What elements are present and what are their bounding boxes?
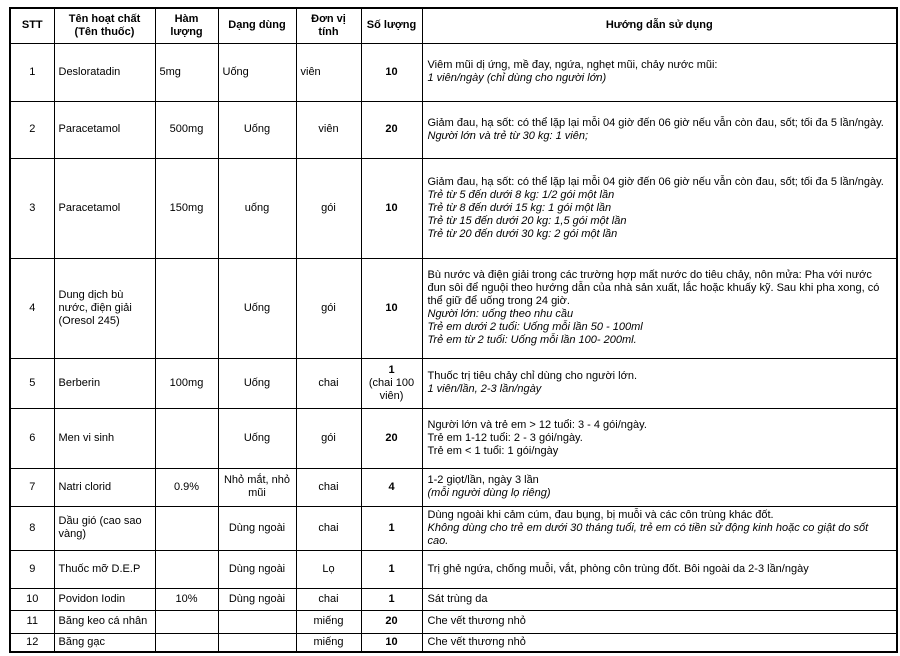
column-header-line: Hàm [174, 12, 199, 25]
cell-qty [361, 158, 422, 258]
column-header-name [54, 8, 155, 43]
cell-strength: 5mg [155, 43, 218, 101]
usage-line: Người lớn và trẻ em > 12 tuổi: 3 - 4 gói/ngày. [427, 418, 647, 431]
column-header-line: Dạng dùng [228, 19, 286, 32]
table-row [10, 468, 897, 506]
header-row [10, 8, 897, 43]
usage-line: Bù nước và điện giải trong các trường hợp mất nước do tiêu chảy, nôn mửa: Pha với nước đun sôi để nguội theo hướng dẫn của nhà sản xuất, lắc hoặc khuấy kỹ. Sau khi pha xong, có thể giữ để uống trong 24 giờ. [427, 269, 880, 307]
cell-usage [422, 633, 897, 652]
table-row [10, 358, 897, 408]
table-row [10, 101, 897, 158]
qty-value: 1 [388, 521, 395, 534]
cell-usage [422, 550, 897, 588]
cell-stt: 11 [10, 610, 54, 633]
column-header-route [218, 8, 296, 43]
usage-line: Che vết thương nhỏ [427, 635, 526, 648]
cell-route: Dùng ngoài [218, 588, 296, 610]
cell-stt: 12 [10, 633, 54, 652]
cell-name: Dung dịch bù nước, điện giải (Oresol 245) [54, 258, 155, 358]
usage-line: Không dùng cho trẻ em dưới 30 tháng tuổi, trẻ em có tiền sử động kinh hoặc co giật do sốt cao. [427, 521, 869, 547]
usage-line: Thuốc trị tiêu chảy chỉ dùng cho người lớn. [427, 370, 638, 382]
table-row [10, 588, 897, 610]
qty-value: 1 [388, 363, 395, 376]
cell-strength: 100mg [155, 358, 218, 408]
usage-line: Sát trùng da [427, 592, 488, 605]
cell-qty [361, 101, 422, 158]
column-header-unit [296, 8, 361, 43]
cell-usage [422, 468, 897, 506]
table-row [10, 258, 897, 358]
column-header-line: Hướng dẫn sử dụng [605, 19, 713, 32]
usage-line: Người lớn: uống theo nhu cầu [427, 308, 574, 320]
column-header-line: tính [318, 25, 339, 38]
cell-name: Băng gạc [54, 633, 155, 652]
cell-unit: chai [296, 588, 361, 610]
column-header-qty [361, 8, 422, 43]
cell-name: Natri clorid [54, 468, 155, 506]
cell-name: Men vi sinh [54, 408, 155, 468]
cell-stt: 5 [10, 358, 54, 408]
cell-strength: 500mg [155, 101, 218, 158]
table-row [10, 610, 897, 633]
table-row [10, 43, 897, 101]
cell-strength [155, 408, 218, 468]
cell-qty [361, 468, 422, 506]
usage-line: Trẻ từ 5 đến dưới 8 kg: 1/2 gói một lần [427, 188, 615, 201]
cell-usage [422, 258, 897, 358]
qty-value: 1 [388, 592, 395, 605]
cell-qty [361, 506, 422, 550]
cell-usage [422, 588, 897, 610]
table-row [10, 158, 897, 258]
cell-name: Paracetamol [54, 158, 155, 258]
qty-value: 20 [385, 123, 398, 135]
usage-line: Giảm đau, hạ sốt: có thể lặp lại mỗi 04 giờ đến 06 giờ nếu vẫn còn đau, sốt; tối đa 5 lần/ngày. [427, 116, 884, 129]
cell-name: Thuốc mỡ D.E.P [54, 550, 155, 588]
cell-unit: viên [296, 43, 361, 101]
medicine-table [9, 7, 898, 653]
cell-qty [361, 588, 422, 610]
column-header-stt [10, 8, 54, 43]
usage-line: Trẻ từ 8 đến dưới 15 kg: 1 gói một lần [427, 201, 612, 214]
usage-line: 1-2 giọt/lần, ngày 3 lần [427, 474, 539, 486]
cell-strength: 150mg [155, 158, 218, 258]
cell-qty [361, 610, 422, 633]
cell-usage [422, 506, 897, 550]
column-header-usage [422, 8, 897, 43]
cell-qty [361, 550, 422, 588]
column-header-strength [155, 8, 218, 43]
qty-value: 20 [385, 615, 398, 627]
usage-line: Giảm đau, hạ sốt: có thể lặp lại mỗi 04 giờ đến 06 giờ nếu vẫn còn đau, sốt; tối đa 5 lần/ngày. [427, 175, 884, 188]
cell-strength [155, 633, 218, 652]
cell-stt: 7 [10, 468, 54, 506]
cell-unit: miếng [296, 610, 361, 633]
column-header-line: Đơn vị [311, 12, 346, 25]
usage-line: Trẻ từ 15 đến dưới 20 kg: 1,5 gói một lần [427, 214, 627, 227]
cell-stt: 6 [10, 408, 54, 468]
cell-qty [361, 633, 422, 652]
usage-line: (mỗi người dùng lọ riêng) [427, 487, 551, 499]
cell-usage [422, 43, 897, 101]
cell-stt: 8 [10, 506, 54, 550]
cell-usage [422, 158, 897, 258]
column-header-line: STT [21, 19, 43, 32]
cell-name: Paracetamol [54, 101, 155, 158]
cell-stt: 9 [10, 550, 54, 588]
cell-route: Uống [218, 358, 296, 408]
cell-route [218, 633, 296, 652]
cell-unit: gói [296, 258, 361, 358]
qty-value: 10 [385, 201, 398, 214]
cell-stt: 10 [10, 588, 54, 610]
qty-value: 10 [385, 65, 398, 78]
cell-name: Băng keo cá nhân [54, 610, 155, 633]
qty-value: 20 [385, 431, 398, 444]
cell-stt: 3 [10, 158, 54, 258]
cell-unit: viên [296, 101, 361, 158]
qty-note: (chai 100 viên) [368, 376, 415, 402]
usage-line: Trẻ em < 1 tuổi: 1 gói/ngày [427, 444, 559, 457]
qty-value: 10 [385, 301, 398, 314]
cell-usage [422, 610, 897, 633]
cell-strength [155, 550, 218, 588]
usage-line: Viêm mũi dị ứng, mề đay, ngứa, nghẹt mũi, chảy nước mũi: [427, 59, 718, 71]
table-row [10, 408, 897, 468]
cell-name: Desloratadin [54, 43, 155, 101]
cell-unit: chai [296, 358, 361, 408]
qty-value: 4 [388, 480, 395, 493]
cell-usage [422, 408, 897, 468]
cell-qty [361, 43, 422, 101]
qty-value: 10 [385, 635, 398, 648]
column-header-line: (Tên thuốc) [74, 25, 135, 38]
table-body [10, 43, 897, 652]
cell-strength: 0.9% [155, 468, 218, 506]
cell-route: uống [218, 158, 296, 258]
column-header-line: lượng [170, 25, 203, 38]
cell-stt: 1 [10, 43, 54, 101]
cell-unit: chai [296, 506, 361, 550]
cell-stt: 2 [10, 101, 54, 158]
table-row [10, 550, 897, 588]
cell-strength [155, 610, 218, 633]
qty-value: 1 [388, 562, 395, 575]
usage-line: Che vết thương nhỏ [427, 615, 526, 627]
cell-strength [155, 506, 218, 550]
cell-unit: gói [296, 408, 361, 468]
cell-strength [155, 258, 218, 358]
usage-line: Dùng ngoài khi cảm cúm, đau bụng, bị muỗi và các côn trùng khác đốt. [427, 508, 774, 521]
column-header-line: Số lượng [366, 19, 417, 32]
cell-route: Dùng ngoài [218, 550, 296, 588]
cell-unit: chai [296, 468, 361, 506]
table-row [10, 633, 897, 652]
cell-route: Dùng ngoài [218, 506, 296, 550]
table-row [10, 506, 897, 550]
cell-unit: Lọ [296, 550, 361, 588]
cell-qty [361, 408, 422, 468]
cell-name: Berberin [54, 358, 155, 408]
cell-usage [422, 358, 897, 408]
cell-stt: 4 [10, 258, 54, 358]
usage-line: Trẻ em dưới 2 tuổi: Uống mỗi lần 50 - 100ml [427, 321, 643, 333]
cell-route: Nhỏ mắt, nhỏ mũi [218, 468, 296, 506]
usage-line: Trị ghẻ ngứa, chống muỗi, vắt, phòng côn trùng đốt. Bôi ngoài da 2-3 lần/ngày [427, 562, 809, 575]
cell-unit: miếng [296, 633, 361, 652]
usage-line: 1 viên/lần, 2-3 lần/ngày [427, 383, 542, 395]
cell-route [218, 610, 296, 633]
usage-line: Trẻ em từ 2 tuổi: Uống mỗi lần 100- 200ml. [427, 334, 637, 346]
cell-strength: 10% [155, 588, 218, 610]
cell-unit: gói [296, 158, 361, 258]
table-header [10, 8, 897, 43]
column-header-line: Tên hoạt chất [68, 12, 141, 25]
cell-name: Dầu gió (cao sao vàng) [54, 506, 155, 550]
cell-route: Uống [218, 43, 296, 101]
usage-line: Người lớn và trẻ từ 30 kg: 1 viên; [427, 129, 589, 142]
cell-route: Uống [218, 258, 296, 358]
cell-route: Uống [218, 408, 296, 468]
usage-line: 1 viên/ngày (chỉ dùng cho người lớn) [427, 72, 607, 84]
usage-line: Trẻ từ 20 đến dưới 30 kg: 2 gói một lần [427, 227, 618, 240]
cell-usage [422, 101, 897, 158]
cell-route: Uống [218, 101, 296, 158]
cell-qty [361, 358, 422, 408]
cell-qty [361, 258, 422, 358]
cell-name: Povidon Iodin [54, 588, 155, 610]
usage-line: Trẻ em 1-12 tuổi: 2 - 3 gói/ngày. [427, 431, 583, 444]
